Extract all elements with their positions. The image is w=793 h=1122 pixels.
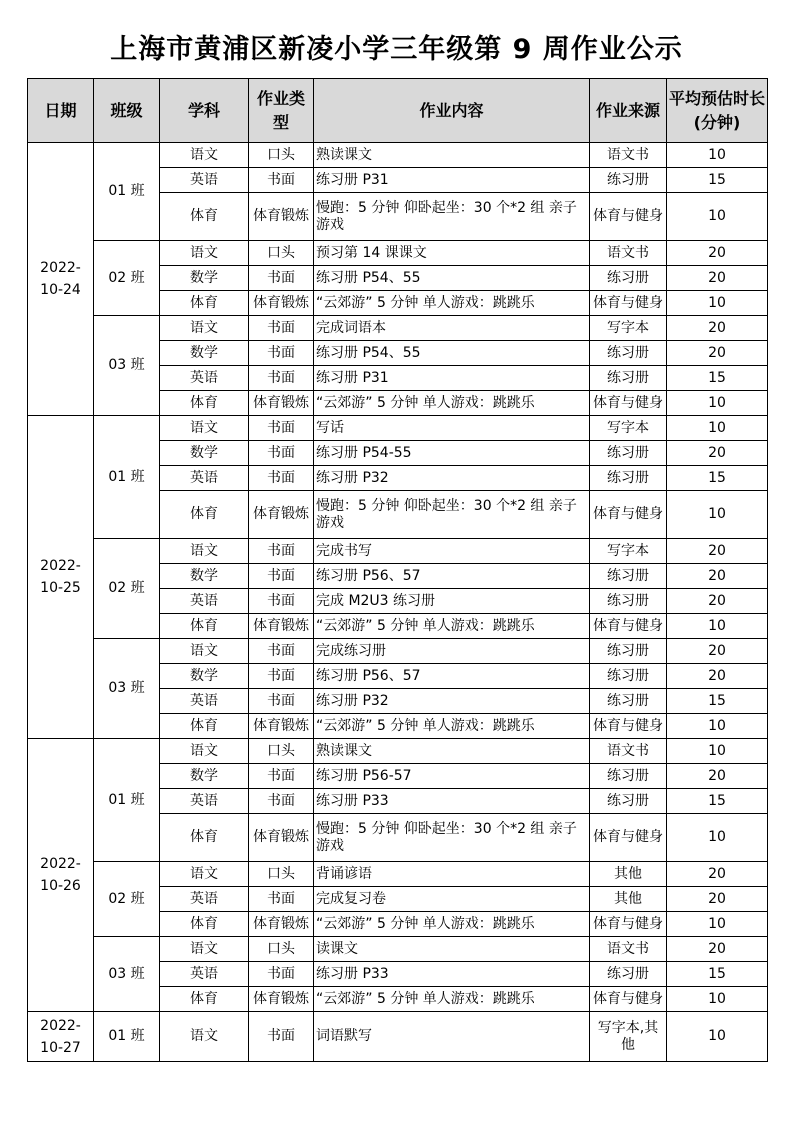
type-cell: 体育锻炼 — [249, 491, 314, 539]
subject-cell: 语文 — [160, 937, 249, 962]
duration-cell: 10 — [667, 491, 768, 539]
table-row — [28, 241, 768, 266]
content-cell: 写话 — [314, 416, 590, 441]
duration-cell: 20 — [667, 564, 768, 589]
class-cell: 01 班 — [94, 143, 160, 241]
duration-cell: 20 — [667, 266, 768, 291]
content-cell: 慢跑：5 分钟 仰卧起坐：30 个*2 组 亲子游戏 — [314, 491, 590, 539]
source-cell: 练习册 — [590, 764, 667, 789]
duration-cell: 10 — [667, 987, 768, 1012]
duration-cell: 20 — [667, 764, 768, 789]
duration-cell: 20 — [667, 887, 768, 912]
subject-cell: 英语 — [160, 789, 249, 814]
type-cell: 书面 — [249, 564, 314, 589]
source-cell: 练习册 — [590, 962, 667, 987]
content-cell: 完成书写 — [314, 539, 590, 564]
duration-cell: 15 — [667, 466, 768, 491]
content-cell: 练习册 P54、55 — [314, 341, 590, 366]
type-cell: 口头 — [249, 937, 314, 962]
subject-cell: 语文 — [160, 862, 249, 887]
duration-cell: 20 — [667, 664, 768, 689]
source-cell: 写字本,其他 — [590, 1012, 667, 1062]
content-cell: “云郊游” 5 分钟 单人游戏：跳跳乐 — [314, 714, 590, 739]
date-cell: 2022-10-25 — [28, 416, 94, 739]
duration-cell: 10 — [667, 416, 768, 441]
content-cell: 完成复习卷 — [314, 887, 590, 912]
subject-cell: 英语 — [160, 689, 249, 714]
source-cell: 体育与健身 — [590, 912, 667, 937]
content-cell: 练习册 P56-57 — [314, 764, 590, 789]
subject-cell: 语文 — [160, 539, 249, 564]
type-cell: 口头 — [249, 143, 314, 168]
duration-cell: 20 — [667, 539, 768, 564]
subject-cell: 语文 — [160, 143, 249, 168]
duration-cell: 10 — [667, 814, 768, 862]
table-row — [28, 739, 768, 764]
type-cell: 书面 — [249, 589, 314, 614]
class-cell: 03 班 — [94, 937, 160, 1012]
content-cell: 练习册 P31 — [314, 168, 590, 193]
table-row — [28, 937, 768, 962]
duration-cell: 20 — [667, 341, 768, 366]
subject-cell: 英语 — [160, 466, 249, 491]
source-cell: 练习册 — [590, 689, 667, 714]
homework-table — [27, 78, 768, 1062]
duration-cell: 20 — [667, 241, 768, 266]
source-cell: 练习册 — [590, 168, 667, 193]
duration-cell: 10 — [667, 912, 768, 937]
source-cell: 练习册 — [590, 664, 667, 689]
class-cell: 02 班 — [94, 241, 160, 316]
type-cell: 口头 — [249, 739, 314, 764]
source-cell: 练习册 — [590, 564, 667, 589]
source-cell: 练习册 — [590, 441, 667, 466]
duration-cell: 10 — [667, 1012, 768, 1062]
content-cell: “云郊游” 5 分钟 单人游戏：跳跳乐 — [314, 987, 590, 1012]
subject-cell: 数学 — [160, 664, 249, 689]
source-cell: 练习册 — [590, 789, 667, 814]
duration-cell: 15 — [667, 366, 768, 391]
duration-cell: 15 — [667, 789, 768, 814]
subject-cell: 数学 — [160, 441, 249, 466]
type-cell: 书面 — [249, 1012, 314, 1062]
subject-cell: 体育 — [160, 912, 249, 937]
type-cell: 书面 — [249, 416, 314, 441]
subject-cell: 体育 — [160, 987, 249, 1012]
type-cell: 书面 — [249, 366, 314, 391]
type-cell: 书面 — [249, 664, 314, 689]
type-cell: 书面 — [249, 789, 314, 814]
table-row — [28, 416, 768, 441]
content-cell: 完成练习册 — [314, 639, 590, 664]
date-cell: 2022-10-26 — [28, 739, 94, 1012]
header-date: 日期 — [28, 79, 94, 143]
table-body — [28, 143, 768, 1062]
content-cell: 完成 M2U3 练习册 — [314, 589, 590, 614]
type-cell: 体育锻炼 — [249, 987, 314, 1012]
source-cell: 体育与健身 — [590, 814, 667, 862]
source-cell: 练习册 — [590, 341, 667, 366]
duration-cell: 15 — [667, 689, 768, 714]
duration-cell: 10 — [667, 739, 768, 764]
source-cell: 语文书 — [590, 739, 667, 764]
content-cell: 词语默写 — [314, 1012, 590, 1062]
source-cell: 练习册 — [590, 366, 667, 391]
page-title: 上海市黄浦区新凌小学三年级第 9 周作业公示 — [110, 34, 683, 65]
table-row — [28, 539, 768, 564]
subject-cell: 语文 — [160, 316, 249, 341]
class-cell: 01 班 — [94, 416, 160, 539]
subject-cell: 数学 — [160, 266, 249, 291]
source-cell: 语文书 — [590, 143, 667, 168]
type-cell: 口头 — [249, 862, 314, 887]
content-cell: 练习册 P33 — [314, 962, 590, 987]
subject-cell: 语文 — [160, 639, 249, 664]
type-cell: 书面 — [249, 887, 314, 912]
duration-cell: 20 — [667, 937, 768, 962]
duration-cell: 20 — [667, 441, 768, 466]
type-cell: 口头 — [249, 241, 314, 266]
content-cell: “云郊游” 5 分钟 单人游戏：跳跳乐 — [314, 391, 590, 416]
subject-cell: 语文 — [160, 241, 249, 266]
content-cell: 慢跑：5 分钟 仰卧起坐：30 个*2 组 亲子游戏 — [314, 193, 590, 241]
source-cell: 练习册 — [590, 266, 667, 291]
class-cell: 03 班 — [94, 316, 160, 416]
table-row — [28, 143, 768, 168]
duration-cell: 10 — [667, 714, 768, 739]
date-cell: 2022-10-24 — [28, 143, 94, 416]
content-cell: “云郊游” 5 分钟 单人游戏：跳跳乐 — [314, 912, 590, 937]
type-cell: 书面 — [249, 266, 314, 291]
type-cell: 书面 — [249, 168, 314, 193]
source-cell: 体育与健身 — [590, 291, 667, 316]
type-cell: 书面 — [249, 466, 314, 491]
subject-cell: 体育 — [160, 614, 249, 639]
header-type: 作业类型 — [249, 79, 314, 143]
class-cell: 02 班 — [94, 539, 160, 639]
duration-cell: 20 — [667, 316, 768, 341]
duration-cell: 10 — [667, 193, 768, 241]
type-cell: 书面 — [249, 316, 314, 341]
subject-cell: 语文 — [160, 416, 249, 441]
table-row — [28, 1012, 768, 1062]
duration-cell: 10 — [667, 291, 768, 316]
content-cell: 背诵谚语 — [314, 862, 590, 887]
duration-cell: 10 — [667, 143, 768, 168]
source-cell: 语文书 — [590, 241, 667, 266]
header-row — [28, 79, 768, 143]
content-cell: “云郊游” 5 分钟 单人游戏：跳跳乐 — [314, 291, 590, 316]
type-cell: 书面 — [249, 639, 314, 664]
subject-cell: 体育 — [160, 391, 249, 416]
type-cell: 体育锻炼 — [249, 912, 314, 937]
type-cell: 体育锻炼 — [249, 291, 314, 316]
content-cell: “云郊游” 5 分钟 单人游戏：跳跳乐 — [314, 614, 590, 639]
type-cell: 体育锻炼 — [249, 193, 314, 241]
date-cell: 2022-10-27 — [28, 1012, 94, 1062]
subject-cell: 英语 — [160, 887, 249, 912]
type-cell: 书面 — [249, 341, 314, 366]
subject-cell: 体育 — [160, 193, 249, 241]
content-cell: 练习册 P33 — [314, 789, 590, 814]
type-cell: 书面 — [249, 962, 314, 987]
header-source: 作业来源 — [590, 79, 667, 143]
subject-cell: 体育 — [160, 491, 249, 539]
subject-cell: 英语 — [160, 589, 249, 614]
source-cell: 其他 — [590, 862, 667, 887]
content-cell: 练习册 P54-55 — [314, 441, 590, 466]
header-subject: 学科 — [160, 79, 249, 143]
duration-cell: 15 — [667, 168, 768, 193]
source-cell: 体育与健身 — [590, 491, 667, 539]
source-cell: 体育与健身 — [590, 714, 667, 739]
subject-cell: 数学 — [160, 564, 249, 589]
type-cell: 体育锻炼 — [249, 814, 314, 862]
table-row — [28, 639, 768, 664]
source-cell: 其他 — [590, 887, 667, 912]
header-class: 班级 — [94, 79, 160, 143]
class-cell: 03 班 — [94, 639, 160, 739]
content-cell: 练习册 P56、57 — [314, 564, 590, 589]
source-cell: 练习册 — [590, 589, 667, 614]
type-cell: 体育锻炼 — [249, 391, 314, 416]
content-cell: 练习册 P31 — [314, 366, 590, 391]
content-cell: 完成词语本 — [314, 316, 590, 341]
subject-cell: 英语 — [160, 366, 249, 391]
header-content: 作业内容 — [314, 79, 590, 143]
subject-cell: 体育 — [160, 814, 249, 862]
content-cell: 练习册 P54、55 — [314, 266, 590, 291]
type-cell: 书面 — [249, 441, 314, 466]
duration-cell: 20 — [667, 639, 768, 664]
table-row — [28, 862, 768, 887]
type-cell: 书面 — [249, 539, 314, 564]
content-cell: 读课文 — [314, 937, 590, 962]
type-cell: 书面 — [249, 764, 314, 789]
type-cell: 体育锻炼 — [249, 614, 314, 639]
duration-cell: 20 — [667, 589, 768, 614]
subject-cell: 体育 — [160, 714, 249, 739]
source-cell: 体育与健身 — [590, 987, 667, 1012]
type-cell: 书面 — [249, 689, 314, 714]
header-duration: 平均预估时长(分钟) — [667, 79, 768, 143]
content-cell: 预习第 14 课课文 — [314, 241, 590, 266]
class-cell: 01 班 — [94, 739, 160, 862]
class-cell: 01 班 — [94, 1012, 160, 1062]
subject-cell: 英语 — [160, 168, 249, 193]
subject-cell: 数学 — [160, 341, 249, 366]
source-cell: 体育与健身 — [590, 614, 667, 639]
source-cell: 体育与健身 — [590, 391, 667, 416]
source-cell: 语文书 — [590, 937, 667, 962]
content-cell: 熟读课文 — [314, 143, 590, 168]
content-cell: 练习册 P32 — [314, 466, 590, 491]
duration-cell: 10 — [667, 391, 768, 416]
source-cell: 写字本 — [590, 416, 667, 441]
source-cell: 体育与健身 — [590, 193, 667, 241]
subject-cell: 语文 — [160, 739, 249, 764]
subject-cell: 语文 — [160, 1012, 249, 1062]
table-row — [28, 316, 768, 341]
source-cell: 写字本 — [590, 316, 667, 341]
content-cell: 慢跑：5 分钟 仰卧起坐：30 个*2 组 亲子游戏 — [314, 814, 590, 862]
class-cell: 02 班 — [94, 862, 160, 937]
type-cell: 体育锻炼 — [249, 714, 314, 739]
subject-cell: 英语 — [160, 962, 249, 987]
duration-cell: 20 — [667, 862, 768, 887]
subject-cell: 数学 — [160, 764, 249, 789]
source-cell: 写字本 — [590, 539, 667, 564]
source-cell: 练习册 — [590, 639, 667, 664]
duration-cell: 10 — [667, 614, 768, 639]
content-cell: 熟读课文 — [314, 739, 590, 764]
source-cell: 练习册 — [590, 466, 667, 491]
subject-cell: 体育 — [160, 291, 249, 316]
duration-cell: 15 — [667, 962, 768, 987]
content-cell: 练习册 P56、57 — [314, 664, 590, 689]
content-cell: 练习册 P32 — [314, 689, 590, 714]
